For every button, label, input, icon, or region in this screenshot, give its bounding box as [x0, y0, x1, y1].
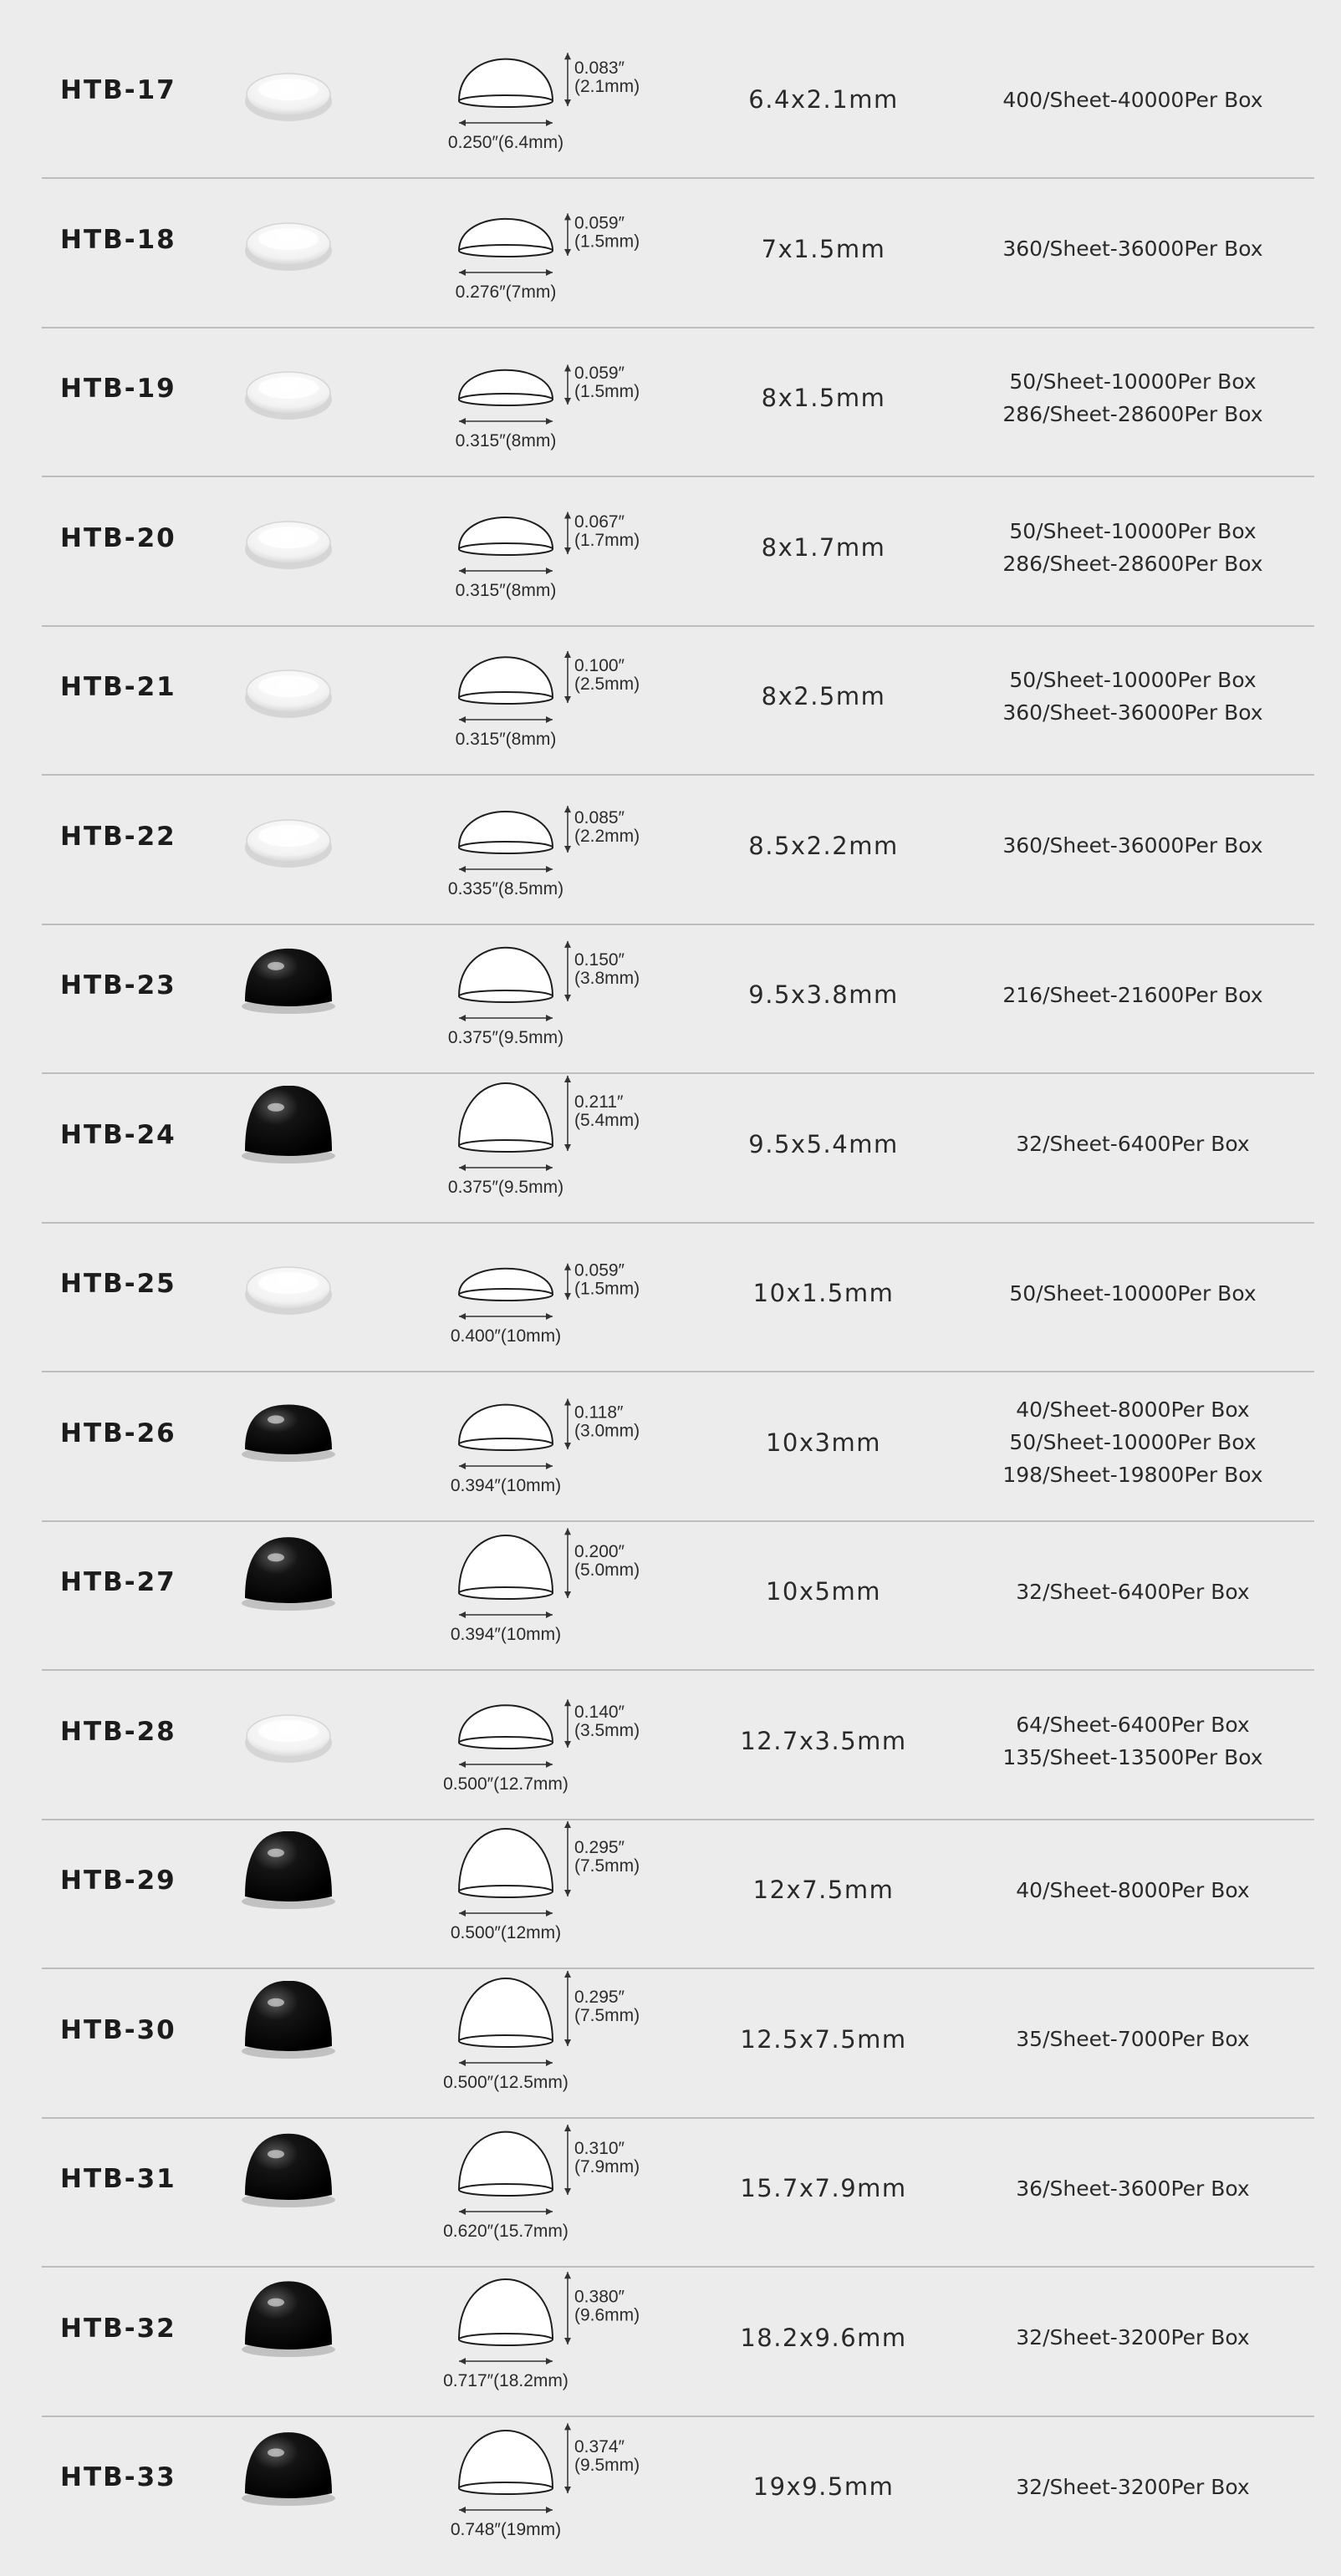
black-bumper-photo-icon: [226, 1086, 351, 1186]
packing-info: [970, 1708, 1296, 1774]
packing-line: 40/Sheet-8000Per Box: [1016, 1397, 1250, 1422]
table-row: [0, 2268, 1341, 2416]
black-bumper-photo-icon: [226, 2428, 351, 2528]
packing-info: [970, 2172, 1296, 2205]
packing-line: 50/Sheet-10000Per Box: [1009, 369, 1257, 394]
packing-info: [970, 829, 1296, 862]
height-inch-label: 0.100″: [574, 656, 625, 675]
size-value: 9.5x3.8mm: [748, 980, 899, 1009]
height-inch-label: 0.140″: [574, 1702, 625, 1722]
dimension-drawing-icon: [435, 2263, 702, 2396]
height-inch-label: 0.059″: [574, 213, 625, 233]
height-inch-label: 0.085″: [574, 807, 625, 827]
dimension-drawing: [435, 1069, 702, 1203]
packing-info: [970, 84, 1296, 116]
packing-line: 50/Sheet-10000Per Box: [1009, 1280, 1257, 1306]
size-value: 10x1.5mm: [752, 1279, 895, 1307]
height-mm-label: (2.2mm): [574, 826, 640, 846]
table-row: [0, 626, 1341, 775]
packing-line: 32/Sheet-6400Per Box: [1016, 1132, 1250, 1156]
packing-info: [970, 2023, 1296, 2055]
height-mm-label: (2.5mm): [574, 675, 640, 694]
dimension-drawing: [435, 24, 702, 158]
size-value: 7x1.5mm: [761, 234, 886, 263]
black-bumper-photo-icon: [226, 1831, 351, 1932]
bumper-photo: [226, 41, 351, 141]
bumper-photo: [226, 339, 351, 440]
height-inch-label: 0.059″: [574, 1260, 625, 1280]
height-mm-label: (5.0mm): [574, 1560, 640, 1581]
bumper-photo: [226, 787, 351, 888]
packing-info: [970, 1128, 1296, 1160]
height-mm-label: (7.5mm): [574, 1856, 640, 1876]
model-number: HTB-18: [60, 224, 176, 255]
size-value: 9.5x5.4mm: [748, 1129, 899, 1158]
bumper-photo: [226, 1533, 351, 1633]
bumper-photo: [226, 2279, 351, 2380]
dimension-drawing: [435, 1964, 702, 2098]
height-mm-label: (9.6mm): [574, 2305, 640, 2325]
size-value: 18.2x9.6mm: [740, 2323, 907, 2352]
clear-bumper-photo-icon: [226, 1235, 351, 1335]
dimension-drawing-icon: [435, 1815, 702, 1948]
packing-info: [970, 365, 1296, 430]
dimension-drawing-icon: [435, 1069, 702, 1203]
dimension-drawing: [435, 2411, 702, 2545]
dimension-drawing: [435, 1367, 702, 1501]
packing-line: 360/Sheet-36000Per Box: [1002, 833, 1263, 858]
model-number: HTB-22: [60, 821, 176, 852]
model-number: HTB-27: [60, 1567, 176, 1597]
clear-bumper-photo-icon: [226, 787, 351, 888]
dimension-drawing: [435, 174, 702, 308]
table-row: [0, 1820, 1341, 1968]
packing-info: [970, 1576, 1296, 1608]
size-value: 8.5x2.2mm: [748, 831, 899, 860]
height-mm-label: (1.5mm): [574, 232, 640, 252]
height-inch-label: 0.211″: [574, 1092, 624, 1112]
table-row: [0, 29, 1341, 178]
model-number: HTB-19: [60, 374, 176, 404]
packing-line: 36/Sheet-3600Per Box: [1016, 2176, 1250, 2201]
table-row: [0, 1372, 1341, 1521]
packing-info: [970, 1874, 1296, 1907]
packing-line: 198/Sheet-19800Per Box: [1002, 1463, 1263, 1487]
size-value: 8x1.5mm: [761, 384, 886, 412]
packing-line: 360/Sheet-36000Per Box: [1002, 237, 1263, 261]
width-label: 0.717″(18.2mm): [443, 2370, 569, 2390]
height-inch-label: 0.067″: [574, 512, 625, 532]
size-value: 6.4x2.1mm: [748, 85, 899, 114]
width-label: 0.500″(12mm): [450, 1923, 562, 1942]
height-inch-label: 0.150″: [574, 949, 625, 970]
size-value: 8x1.7mm: [761, 532, 886, 562]
bumper-photo: [226, 191, 351, 291]
black-bumper-photo-icon: [226, 1384, 351, 1484]
width-label: 0.315″(8mm): [455, 580, 557, 600]
table-row: [0, 328, 1341, 476]
table-row: [0, 179, 1341, 328]
dimension-drawing-icon: [435, 1367, 702, 1501]
bumper-photo: [226, 489, 351, 589]
black-bumper-photo-icon: [226, 2130, 351, 2230]
dimension-drawing-icon: [435, 1516, 702, 1650]
width-label: 0.375″(9.5mm): [447, 1028, 564, 1047]
packing-line: 50/Sheet-10000Per Box: [1009, 1430, 1257, 1454]
height-mm-label: (2.1mm): [574, 77, 640, 97]
dimension-drawing-icon: [435, 2113, 702, 2247]
height-inch-label: 0.380″: [574, 2287, 625, 2307]
height-mm-label: (1.5mm): [574, 1279, 640, 1299]
model-number: HTB-17: [60, 75, 176, 105]
width-label: 0.276″(7mm): [455, 282, 557, 302]
clear-bumper-photo-icon: [226, 489, 351, 589]
packing-info: [970, 2321, 1296, 2354]
dimension-drawing: [435, 771, 702, 904]
dimension-drawing: [435, 621, 702, 755]
clear-bumper-photo-icon: [226, 41, 351, 141]
size-value: 19x9.5mm: [752, 2472, 895, 2501]
size-value: 12.5x7.5mm: [740, 2024, 907, 2054]
height-inch-label: 0.295″: [574, 1838, 625, 1857]
height-inch-label: 0.118″: [574, 1403, 624, 1423]
dimension-drawing-icon: [435, 621, 702, 755]
table-row: [0, 477, 1341, 626]
dimension-drawing: [435, 1815, 702, 1948]
black-bumper-photo-icon: [226, 1981, 351, 2081]
height-inch-label: 0.200″: [574, 1542, 625, 1562]
table-row: [0, 1521, 1341, 1670]
packing-line: 50/Sheet-10000Per Box: [1009, 668, 1257, 692]
width-label: 0.335″(8.5mm): [447, 878, 564, 899]
dimension-drawing: [435, 1666, 702, 1800]
model-number: HTB-20: [60, 522, 176, 553]
clear-bumper-photo-icon: [226, 339, 351, 440]
width-label: 0.394″(10mm): [450, 1475, 562, 1495]
bumper-photo: [226, 936, 351, 1036]
dimension-drawing: [435, 1218, 702, 1352]
size-value: 10x3mm: [765, 1428, 881, 1457]
width-label: 0.315″(8mm): [455, 431, 557, 451]
bumper-photo: [226, 1086, 351, 1186]
height-inch-label: 0.295″: [574, 1987, 625, 2007]
clear-bumper-photo-icon: [226, 191, 351, 291]
dimension-drawing: [435, 2113, 702, 2247]
size-value: 15.7x7.9mm: [740, 2174, 907, 2202]
size-value: 12x7.5mm: [752, 1876, 895, 1904]
dimension-drawing-icon: [435, 174, 702, 308]
table-row: [0, 2416, 1341, 2565]
dimension-drawing-icon: [435, 771, 702, 904]
table-row: [0, 2118, 1341, 2267]
size-value: 8x2.5mm: [761, 682, 886, 710]
packing-info: [970, 979, 1296, 1011]
packing-line: 400/Sheet-40000Per Box: [1002, 87, 1263, 112]
width-label: 0.500″(12.5mm): [443, 2072, 569, 2092]
dimension-drawing: [435, 323, 702, 456]
bumper-photo: [226, 1235, 351, 1335]
width-label: 0.500″(12.7mm): [443, 1774, 569, 1794]
model-number: HTB-29: [60, 1866, 176, 1896]
packing-info: [970, 664, 1296, 729]
dimension-drawing-icon: [435, 1964, 702, 2098]
model-number: HTB-31: [60, 2164, 176, 2194]
bumper-photo: [226, 2428, 351, 2528]
width-label: 0.748″(19mm): [450, 2520, 562, 2539]
height-mm-label: (3.8mm): [574, 968, 640, 988]
bumper-photo: [226, 1683, 351, 1783]
size-value: 10x5mm: [765, 1577, 881, 1606]
height-inch-label: 0.374″: [574, 2437, 625, 2457]
width-label: 0.250″(6.4mm): [447, 133, 564, 152]
black-bumper-photo-icon: [226, 2279, 351, 2380]
width-label: 0.620″(15.7mm): [443, 2222, 569, 2241]
dimension-drawing-icon: [435, 919, 702, 1053]
table-row: [0, 776, 1341, 924]
model-number: HTB-32: [60, 2313, 176, 2344]
model-number: HTB-23: [60, 970, 176, 1000]
height-mm-label: (5.4mm): [574, 1110, 640, 1130]
model-number: HTB-24: [60, 1119, 176, 1150]
clear-bumper-photo-icon: [226, 1683, 351, 1783]
table-row: [0, 1074, 1341, 1223]
bumper-photo: [226, 1831, 351, 1932]
dimension-drawing-icon: [435, 24, 702, 158]
packing-info: [970, 515, 1296, 580]
table-row: [0, 1223, 1341, 1372]
size-value: 12.7x3.5mm: [740, 1726, 907, 1755]
dimension-drawing: [435, 472, 702, 606]
packing-line: 135/Sheet-13500Per Box: [1002, 1744, 1263, 1769]
dimension-drawing-icon: [435, 1666, 702, 1800]
height-mm-label: (3.5mm): [574, 1720, 640, 1740]
packing-line: 360/Sheet-36000Per Box: [1002, 700, 1263, 725]
width-label: 0.315″(8mm): [455, 730, 557, 749]
packing-line: 64/Sheet-6400Per Box: [1016, 1712, 1250, 1737]
height-mm-label: (1.7mm): [574, 530, 640, 550]
packing-line: 32/Sheet-3200Per Box: [1016, 2474, 1250, 2499]
dimension-drawing-icon: [435, 1218, 702, 1352]
dimension-drawing: [435, 1516, 702, 1650]
packing-line: 50/Sheet-10000Per Box: [1009, 518, 1257, 543]
dimension-drawing-icon: [435, 2411, 702, 2545]
table-row: [0, 924, 1341, 1073]
model-number: HTB-26: [60, 1418, 176, 1448]
dimension-drawing: [435, 2263, 702, 2396]
model-number: HTB-28: [60, 1716, 176, 1747]
packing-line: 40/Sheet-8000Per Box: [1016, 1877, 1250, 1902]
height-inch-label: 0.310″: [574, 2139, 625, 2159]
height-mm-label: (3.0mm): [574, 1421, 640, 1441]
model-number: HTB-33: [60, 2462, 176, 2492]
table-row: [0, 1969, 1341, 2118]
packing-info: [970, 232, 1296, 265]
packing-line: 286/Sheet-28600Per Box: [1002, 402, 1263, 426]
packing-line: 286/Sheet-28600Per Box: [1002, 551, 1263, 576]
model-number: HTB-21: [60, 672, 176, 702]
bumper-photo: [226, 638, 351, 738]
black-bumper-photo-icon: [226, 1533, 351, 1633]
packing-info: [970, 2471, 1296, 2503]
bumper-photo: [226, 2130, 351, 2230]
packing-info: [970, 1277, 1296, 1310]
table-row: [0, 1671, 1341, 1820]
width-label: 0.375″(9.5mm): [447, 1177, 564, 1197]
height-mm-label: (9.5mm): [574, 2456, 640, 2476]
packing-line: 32/Sheet-6400Per Box: [1016, 1579, 1250, 1604]
height-inch-label: 0.059″: [574, 364, 625, 384]
packing-line: 32/Sheet-3200Per Box: [1016, 2325, 1250, 2349]
width-label: 0.400″(10mm): [450, 1326, 562, 1346]
packing-line: 216/Sheet-21600Per Box: [1002, 982, 1263, 1007]
height-mm-label: (7.9mm): [574, 2157, 640, 2177]
height-mm-label: (7.5mm): [574, 2005, 640, 2025]
model-number: HTB-30: [60, 2014, 176, 2045]
packing-info: [970, 1393, 1296, 1491]
height-inch-label: 0.083″: [574, 59, 625, 79]
clear-bumper-photo-icon: [226, 638, 351, 738]
model-number: HTB-25: [60, 1269, 176, 1299]
black-bumper-photo-icon: [226, 936, 351, 1036]
width-label: 0.394″(10mm): [450, 1625, 562, 1644]
packing-line: 35/Sheet-7000Per Box: [1016, 2027, 1250, 2051]
dimension-drawing-icon: [435, 323, 702, 456]
bumper-photo: [226, 1981, 351, 2081]
height-mm-label: (1.5mm): [574, 382, 640, 402]
bumper-photo: [226, 1384, 351, 1484]
dimension-drawing-icon: [435, 472, 702, 606]
dimension-drawing: [435, 919, 702, 1053]
